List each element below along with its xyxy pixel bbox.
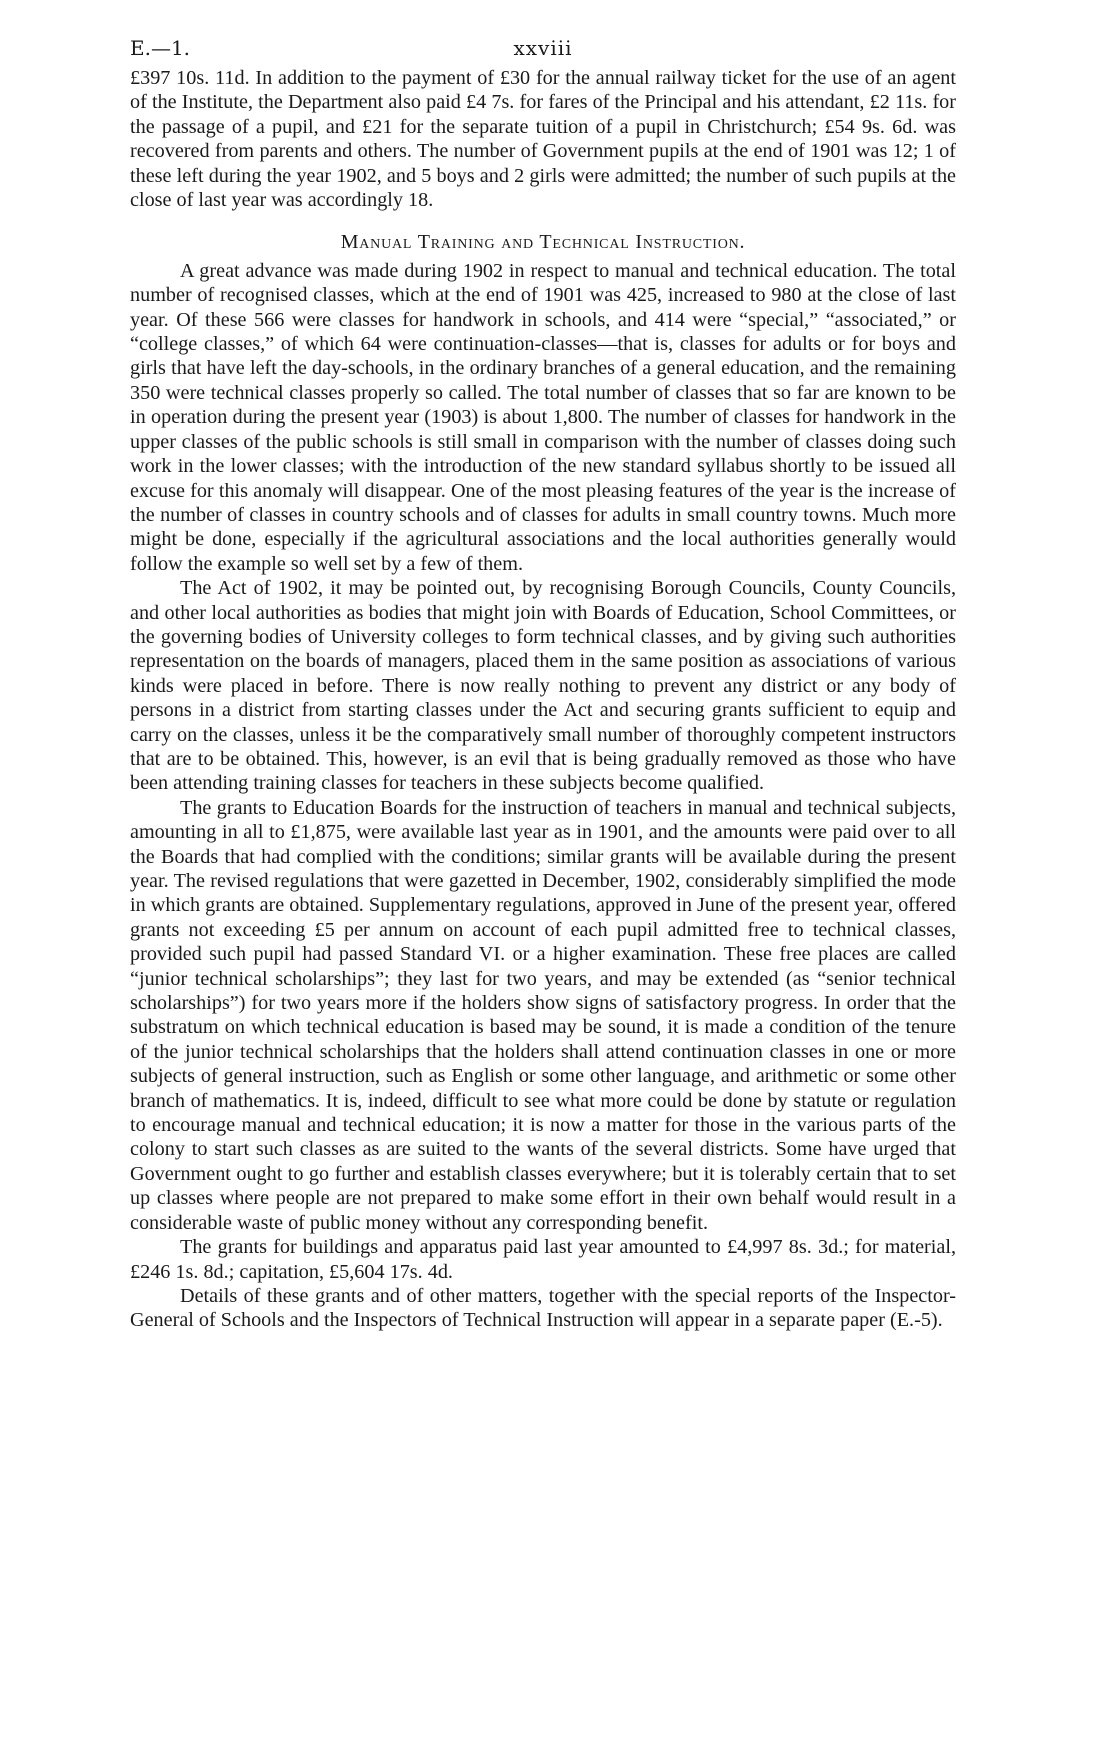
section-paragraph: The grants to Education Boards for the instruction of teachers in manual and technical subjects, amounting in all to £1,875, were available last year as in 1901, and the amounts were paid over to all the Boards that had complied with the conditions; similar grants will be available during the present year. The revised regulations that were gazetted in December, 1902, considerably simplified the mode in which grants are obtained. Supplementary regulations, approved in June of the present year, offered grants not exceeding £5 per annum on account of each pupil admitted free to technical classes, provided such pupil had passed Standard VI. or a higher examination. These free places are called “junior technical scholarships”; they last for two years, and may be extended (as “senior technical scholarships”) for two years more if the holders show signs of satisfactory progress. In order that the substratum on which technical education is based may be sound, it is made a condition of the tenure of the junior technical scholarships that the holders shall attend continuation classes in one or more subjects of general instruction, such as English or some other language, and arithmetic or some other branch of mathematics. It is, indeed, difficult to see what more could be done by statute or regulation to encourage manual and technical education; it is now a matter for those in the various parts of the colony to start such classes as are suited to the wants of the several districts. Some have urged that Government ought to go further and establish classes everywhere; but it is tolerably certain that to set up classes where people are not prepared to make some effort in their own behalf would result in a considerable waste of public money without any corresponding benefit. — [130, 796, 956, 1234]
section-heading: Manual Training and Technical Instruction. — [340, 231, 746, 254]
page-header — [130, 36, 956, 66]
section-paragraph: Details of these grants and of other matters, together with the special reports of the Inspector-General of Schools and the Inspectors of Technical Instruction will appear in a separate paper (E.-5). — [130, 1284, 956, 1332]
document-page — [130, 36, 956, 1333]
section-paragraph: The grants for buildings and apparatus paid last year amounted to £4,997 8s. 3d.; for material, £246 1s. 8d.; capitation, £5,604 17s. 4d. — [130, 1236, 956, 1283]
section-paragraph: The Act of 1902, it may be pointed out, by recognising Borough Councils, County Councils, and other local authorities as bodies that might join with Boards of Education, School Committees, or the governing bodies of University colleges to form technical classes, and by giving such authorities representation on the boards of managers, placed them in the same position as associations of various kinds were placed in before. There is now really nothing to prevent any district or any body of persons in a district from starting classes under the Act and securing grants sufficient to equip and carry on the classes, unless it be the comparatively small number of thoroughly competent instructors that are to be obtained. This, however, is an evil that is being gradually removed as those who have been attending training classes for teachers in these subjects become qualified. — [130, 577, 956, 795]
document-reference: E.—1. — [130, 36, 191, 60]
page-number: xxviii — [513, 36, 573, 60]
document-body — [130, 66, 956, 1333]
intro-paragraph: £397 10s. 11d. In addition to the payment of £30 for the annual railway ticket for the use of an agent of the Institute, the Department also paid £4 7s. for fares of the Principal and his attendant, £2 11s. for the passage of a pupil, and £21 for the separate tuition of a pupil in Christchurch; £54 9s. 6d. was recovered from parents and others. The number of Government pupils at the end of 1901 was 12; 1 of these left during the year 1902, and 5 boys and 2 girls were admitted; the number of such pupils at the close of last year was accordingly 18. — [130, 67, 956, 212]
section-paragraph: A great advance was made during 1902 in respect to manual and technical education. The total number of recognised classes, which at the end of 1901 was 425, increased to 980 at the close of last year. Of these 566 were classes for handwork in schools, and 414 were “special,” “associated,” or “college classes,” of which 64 were continuation-classes—that is, classes for adults or for boys and girls that have left the day-schools, in the ordinary branches of a general education, and the remaining 350 were technical classes properly so called. The total number of classes that so far are known to be in operation during the present year (1903) is about 1,800. The number of classes for handwork in the upper classes of the public schools is still small in comparison with the number of classes doing such work in the lower classes; with the introduction of the new standard syllabus shortly to be issued all excuse for this anomaly will disappear. One of the most pleasing features of the year is the increase of the number of classes in country schools and of classes for adults in small country towns. Much more might be done, especially if the agricultural associations and the local authorities generally would follow the example so well set by a few of them. — [130, 259, 956, 575]
